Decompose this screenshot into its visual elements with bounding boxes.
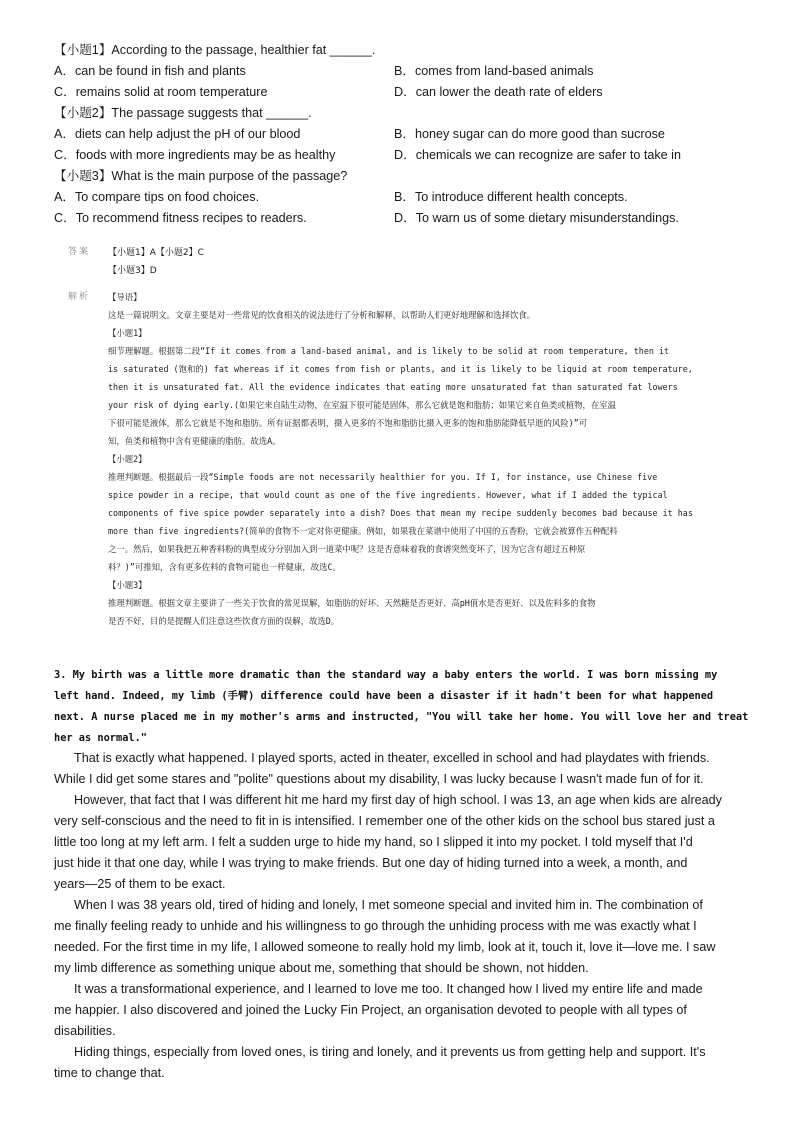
- question-1-options-row-2: [54, 82, 754, 103]
- passage-line: However, that fact that I was different hit me hard my first day of high school. I was 13, an age when kids are already: [74, 793, 722, 807]
- analysis-line: 下很可能是液体，那么它就是不饱和脂肪。所有证据都表明，摄入更多的不饱和脂肪比摄入更多的饱和脂肪能降低早逝的风险)”可: [108, 418, 588, 428]
- analysis-line: 这是一篇说明文。文章主要是对一些常见的饮食相关的说法进行了分析和解释，以帮助人们更好地理解和选择饮食。: [108, 310, 536, 320]
- question-2-options-row-2: [54, 145, 754, 166]
- answer-line: 【小题3】D: [108, 266, 157, 276]
- passage-intro-line: 3. My birth was a little more dramatic than the standard way a baby enters the world. I was born missing my: [54, 669, 718, 681]
- question-list: [54, 40, 754, 229]
- question-2-option-b: B．honey sugar can do more good than sucrose: [394, 127, 665, 141]
- question-2-option-d: D．chemicals we can recognize are safer to take in: [394, 148, 681, 162]
- question-3-options-row-1: [54, 187, 754, 208]
- analysis-line: 推理判断题。根据文章主要讲了一些关于饮食的常见误解，如脂肪的好坏、天然糖是否更好、高pH值水是否更好、以及佐料多的食物: [108, 598, 596, 608]
- passage-body: [54, 748, 744, 1084]
- analysis-line: is saturated (饱和的) fat whereas if it comes from fish or plants, and it is likely to be liquid at room temperature,: [108, 364, 693, 374]
- passage-line: me finally feeling ready to unhide and his willingness to go through the unhiding process with me was exactly what I: [54, 919, 697, 933]
- passage-line: needed. For the first time in my life, I allowed someone to really hold my limb, look at it, touch it, love it—love me. I saw: [54, 940, 716, 954]
- passage-line: little too long at my left arm. I felt a sudden urge to hide my hand, so I slipped it into my pocket. I told myself that I'd: [54, 835, 693, 849]
- passage-line: When I was 38 years old, tired of hiding and lonely, I met someone special and invited him in. The combination of: [74, 898, 703, 912]
- question-2-option-a: A．diets can help adjust the pH of our blood: [54, 127, 301, 141]
- analysis-line: components of five spice powder separately into a dish? Does that mean my recipe suddenly becomes bad because it has: [108, 508, 693, 518]
- passage-line: just hide it that one day, while I was trying to make friends. But one day of hiding turned into a week, a month, and: [54, 856, 688, 870]
- question-3-option-c: C．To recommend fitness recipes to readers.: [54, 211, 307, 225]
- analysis-line: 料？)”可推知，含有更多佐料的食物可能也一样健康，故选C。: [108, 562, 341, 572]
- analysis-line: 知，鱼类和植物中含有更健康的脂肪。故选A。: [108, 436, 281, 446]
- question-3-stem: 【小题3】What is the main purpose of the passage?: [54, 169, 348, 183]
- passage-line: time to change that.: [54, 1066, 165, 1080]
- question-3-option-d: D．To warn us of some dietary misunderstandings.: [394, 211, 679, 225]
- question-2-options-row-1: [54, 124, 754, 145]
- analysis-line: 细节理解题。根据第二段“If it comes from a land-based animal, and is likely to be solid at room temperature, then it: [108, 346, 670, 356]
- passage-line: It was a transformational experience, and I learned to love me too. It changed how I lived my entire life and made: [74, 982, 703, 996]
- analysis-line: 是否不好，目的是提醒人们注意这些饮食方面的误解，故选D。: [108, 616, 340, 626]
- answer-label: 答案: [68, 246, 91, 256]
- question-3-options-row-2: [54, 208, 754, 229]
- passage-intro: [54, 665, 749, 749]
- answer-line: 【小题1】A【小题2】C: [108, 248, 204, 258]
- passage-line: Hiding things, especially from loved ones, is tiring and lonely, and it prevents us from getting help and support. It's: [74, 1045, 706, 1059]
- question-1-option-c: C．remains solid at room temperature: [54, 85, 268, 99]
- analysis-line: more than five ingredients?(简单的食物不一定对你更健康。例如，如果我在菜谱中使用了中国的五香粉，它就会被算作五种配料: [108, 526, 618, 536]
- analysis-line: spice powder in a recipe, that would count as one of the five ingredients. However, what if I added the typical: [108, 490, 668, 500]
- analysis-line: 【小题2】: [108, 454, 147, 464]
- passage-line: disabilities.: [54, 1024, 116, 1038]
- analysis-line: then it is unsaturated fat. All the evidence indicates that eating more unsaturated fat than saturated fat lowers: [108, 382, 678, 392]
- question-1-option-a: A．can be found in fish and plants: [54, 64, 246, 78]
- passage-line: my limb difference as something unique about me, something that should be shown, not hidden.: [54, 961, 589, 975]
- question-3-option-a: A．To compare tips on food choices.: [54, 190, 260, 204]
- question-1-stem: 【小题1】According to the passage, healthier fat ______.: [54, 43, 376, 57]
- analysis-line: 之一。然后，如果我把五种香料粉的典型成分分别加入到一道菜中呢？这是否意味着我的食谱突然变坏了，因为它含有超过五种原: [108, 544, 586, 554]
- analysis-line: 【导语】: [108, 292, 142, 302]
- question-1-options-row-1: [54, 61, 754, 82]
- passage-line: While I did get some stares and "polite" questions about my disability, I was lucky because I wasn't made fun of for it.: [54, 772, 704, 786]
- analysis-content: [108, 288, 720, 630]
- analysis-line: 【小题1】: [108, 328, 147, 338]
- question-1-option-d: D．can lower the death rate of elders: [394, 85, 603, 99]
- passage-intro-line: left hand. Indeed, my limb (手臂) difference could have been a disaster if it hadn't been for what happened: [54, 690, 714, 702]
- passage-line: me happier. I also discovered and joined the Lucky Fin Project, an organisation devoted to people with all types of: [54, 1003, 687, 1017]
- analysis-line: 【小题3】: [108, 580, 147, 590]
- analysis-line: your risk of dying early.(如果它来自陆生动物，在室温下很可能是固体，那么它就是饱和脂肪；如果它来自鱼类或植物，在室温: [108, 400, 616, 410]
- question-1-option-b: B．comes from land-based animals: [394, 64, 594, 78]
- passage-line: That is exactly what happened. I played sports, acted in theater, excelled in school and had playdates with friends.: [74, 751, 710, 765]
- passage-line: years—25 of them to be exact.: [54, 877, 226, 891]
- question-3-option-b: B．To introduce different health concepts.: [394, 190, 628, 204]
- question-2-stem: 【小题2】The passage suggests that ______.: [54, 106, 312, 120]
- passage-line: very self-conscious and the need to fit in is intensified. I remember one of the other kids on the school bus stared just a: [54, 814, 715, 828]
- answer-content: [108, 244, 204, 280]
- passage-intro-line: next. A nurse placed me in my mother's arms and instructed, "You will take her home. You will love her and treat: [54, 711, 749, 723]
- passage-intro-line: her as normal.": [54, 732, 147, 744]
- analysis-line: 推理判断题。根据最后一段“Simple foods are not necessarily healthier for you. If I, for instance, use Chinese five: [108, 472, 658, 482]
- question-2-option-c: C．foods with more ingredients may be as healthy: [54, 148, 336, 162]
- analysis-label: 解析: [68, 291, 91, 301]
